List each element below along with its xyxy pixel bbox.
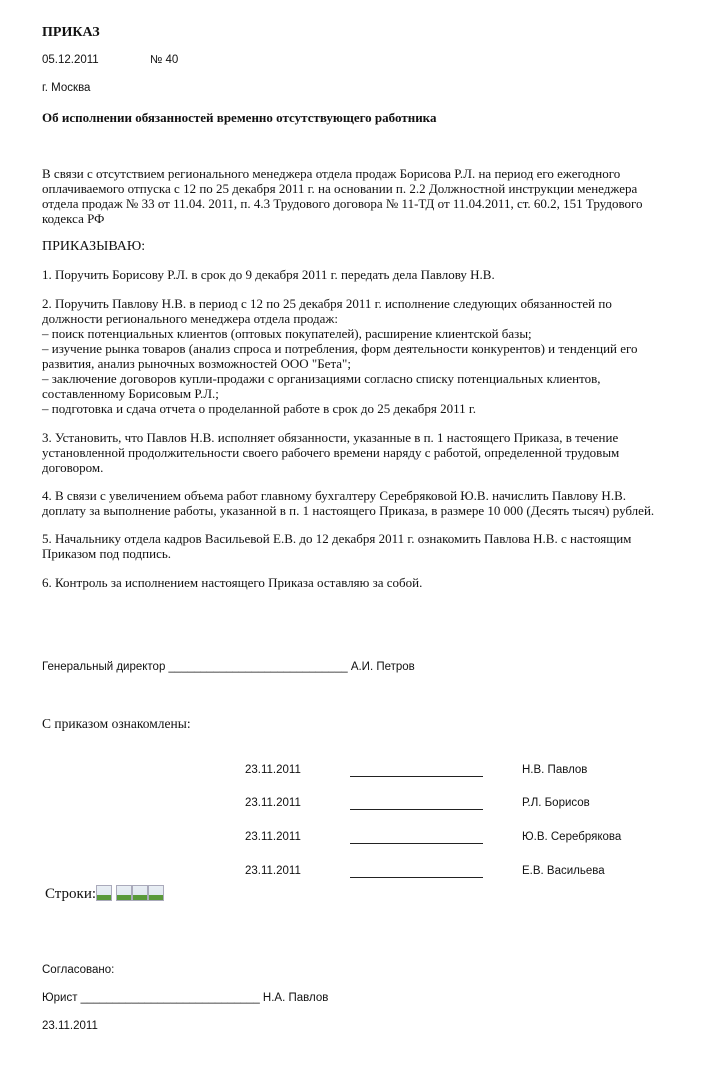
doc-number: № 40 (150, 54, 179, 66)
acquainted-label: С приказом ознакомлены: (42, 716, 191, 731)
ack-name: Н.В. Павлов (522, 764, 588, 776)
preamble-line: отдела продаж № 33 от 11.04. 2011, п. 4.3 Трудового договора № 11-ТД от 11.04.2011, ст. 60.2, 151 Трудового (42, 196, 643, 211)
item-6: 6. Контроль за исполнением настоящего Приказа оставляю за собой. (42, 575, 423, 590)
rows-area (45, 885, 164, 902)
item-5-line: 5. Начальнику отдела кадров Васильевой Е.В. до 12 декабря 2011 г. ознакомить Павлова Н.В. с настоящим (42, 531, 632, 546)
item-4-line: доплату за выполнение работы, указанной в п. 1 настоящего Приказа, в размере 10 000 (Десять тысяч) рублей. (42, 503, 655, 518)
broken-image-icon (96, 885, 112, 901)
item-1: 1. Поручить Борисову Р.Л. в срок до 9 декабря 2011 г. передать дела Павлову Н.В. (42, 267, 495, 282)
ack-name: Е.В. Васильева (522, 865, 605, 877)
ack-date: 23.11.2011 (245, 797, 301, 809)
signature-line (350, 809, 483, 810)
item-5-line: Приказом под подпись. (42, 546, 172, 561)
broken-image-icon (116, 885, 132, 901)
item-3-line: 3. Установить, что Павлов Н.В. исполняет обязанности, указанные в п. 1 настоящего Приказа, в течение (42, 430, 619, 445)
item-2-line: 2. Поручить Павлову Н.В. в период с 12 по 25 декабря 2011 г. исполнение следующих обязанностей по (42, 296, 612, 311)
ack-date: 23.11.2011 (245, 865, 301, 877)
approval-label: Согласовано: (42, 964, 115, 976)
lawyer-signature: Юрист ____________________________ Н.А. Павлов (42, 992, 329, 1004)
broken-image-icon (148, 885, 164, 901)
signature-line (350, 877, 483, 878)
signature-line (350, 776, 483, 777)
item-2-line: развития, анализ рыночных возможностей ООО "Бета"; (42, 356, 351, 371)
doc-city: г. Москва (42, 82, 91, 94)
ack-date: 23.11.2011 (245, 764, 301, 776)
rows-label: Строки: (45, 886, 97, 902)
item-2-line: – поиск потенциальных клиентов (оптовых покупателей), расширение клиентской базы; (42, 326, 532, 341)
broken-image-icon (132, 885, 148, 901)
ack-date: 23.11.2011 (245, 831, 301, 843)
approval-date: 23.11.2011 (42, 1020, 98, 1032)
item-3-line: установленной продолжительности своего рабочего времени наряду с работой, определенной трудовым (42, 445, 620, 460)
ack-name: Р.Л. Борисов (522, 797, 590, 809)
item-2-line: – подготовка и сдача отчета о проделанной работе в срок до 25 декабря 2011 г. (42, 401, 476, 416)
item-4-line: 4. В связи с увеличением объема работ главному бухгалтеру Серебряковой Ю.В. начислить Павлову Н.В. (42, 488, 626, 503)
doc-title: ПРИКАЗ (42, 25, 100, 40)
director-signature: Генеральный директор ____________________________ А.И. Петров (42, 661, 415, 673)
order-word: ПРИКАЗЫВАЮ: (42, 239, 146, 254)
preamble-line: В связи с отсутствием регионального менеджера отдела продаж Борисова Р.Л. на период его ежегодного (42, 166, 621, 181)
doc-subject: Об исполнении обязанностей временно отсутствующего работника (42, 110, 437, 125)
item-2-line: должности регионального менеджера отдела продаж: (42, 311, 338, 326)
item-3-line: договором. (42, 460, 104, 475)
doc-date: 05.12.2011 (42, 54, 99, 66)
item-2-line: – изучение рынка товаров (анализ спроса и потребления, форм деятельности конкурентов) и тенденций его (42, 341, 638, 356)
item-2-line: составленному Борисовым Р.Л.; (42, 386, 219, 401)
preamble-line: оплачиваемого отпуска с 12 по 25 декабря 2011 г. на основании п. 2.2 Должностной инструкции менеджера (42, 181, 638, 196)
item-2-line: – заключение договоров купли-продажи с организациями согласно списку потенциальных клиентов, (42, 371, 601, 386)
signature-line (350, 843, 483, 844)
preamble-line: кодекса РФ (42, 211, 105, 226)
ack-name: Ю.В. Серебрякова (522, 831, 622, 843)
